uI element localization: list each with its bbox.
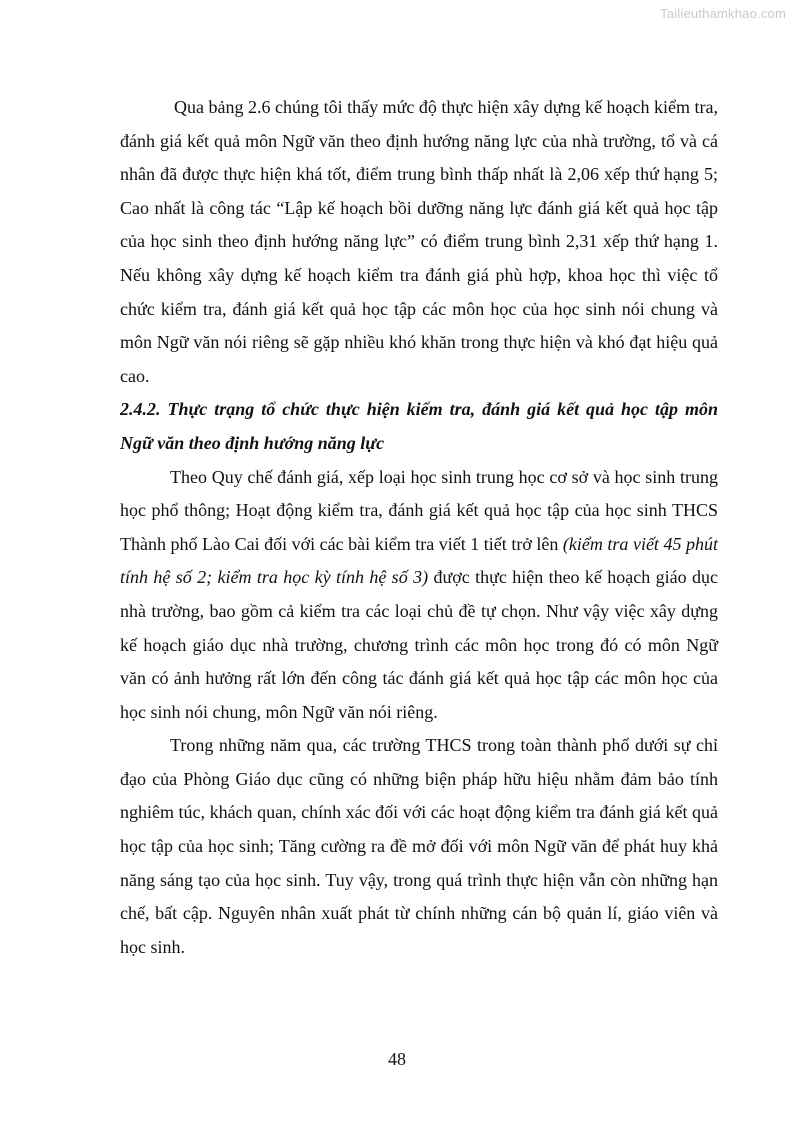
section-heading: 2.4.2. Thực trạng tổ chức thực hiện kiểm tra, đánh giá kết quả học tập môn Ngữ văn theo định hướng năng lực [120,399,718,453]
paragraph-table-analysis: Qua bảng 2.6 chúng tôi thấy mức độ thực hiện xây dựng kế hoạch kiểm tra, đánh giá kết quả môn Ngữ văn theo định hướng năng lực của nhà trường, tổ và cá nhân đã được thực hiện khá tốt, điểm trung bình thấp nhất là 2,06 xếp thứ hạng 5; Cao nhất là công tác “Lập kế hoạch bồi dưỡng năng lực đánh giá kết quả học tập của học sinh theo định hướng năng lực” có điểm trung bình 2,31 xếp thứ hạng 1. Nếu không xây dựng kế hoạch kiểm tra đánh giá phù hợp, khoa học thì việc tổ chức kiểm tra, đánh giá kết quả học tập các môn học của học sinh nói chung và môn Ngữ văn nói riêng sẽ gặp nhiều khó khăn trong thực hiện và khó đạt hiệu quả cao. [120,97,718,386]
paragraph-regulation [120,461,718,730]
document-body [120,91,718,964]
paragraph-regulation-text-end: được thực hiện theo kế hoạch giáo dục nhà trường, bao gồm cả kiểm tra các loại chủ đề tự chọn. Như vậy việc xây dựng kế hoạch giáo dục nhà trường, chương trình các môn học trong đó có môn Ngữ văn có ảnh hưởng rất lớn đến công tác đánh giá kết quả học tập các môn học của học sinh nói chung, môn Ngữ văn nói riêng. [120,567,718,722]
page-number: 48 [388,1049,406,1069]
paragraph-regulation-italic-note: (kiểm tra viết 45 phút tính hệ số 2; kiểm tra học kỳ tính hệ số 3) [120,533,718,588]
paragraph-recent-years: Trong những năm qua, các trường THCS trong toàn thành phố dưới sự chỉ đạo của Phòng Giáo dục cũng có những biện pháp hữu hiệu nhằm đảm bảo tính nghiêm túc, khách quan, chính xác đối với các hoạt động kiểm tra đánh giá kết quả học tập của học sinh; Tăng cường ra đề mở đối với môn Ngữ văn để phát huy khả năng sáng tạo của học sinh. Tuy vậy, trong quá trình thực hiện vẫn còn những hạn chế, bất cập. Nguyên nhân xuất phát từ chính những cán bộ quản lí, giáo viên và học sinh. [120,735,718,957]
watermark-text: Tailieuthamkhao.com [660,6,786,21]
paragraph-regulation-text-start: Theo Quy chế đánh giá, xếp loại học sinh trung học cơ sở và học sinh trung học phổ thông; Hoạt động kiểm tra, đánh giá kết quả học tập của học sinh THCS Thành phố Lào Cai đối với các bài kiểm tra viết 1 tiết trở lên [120,466,718,554]
